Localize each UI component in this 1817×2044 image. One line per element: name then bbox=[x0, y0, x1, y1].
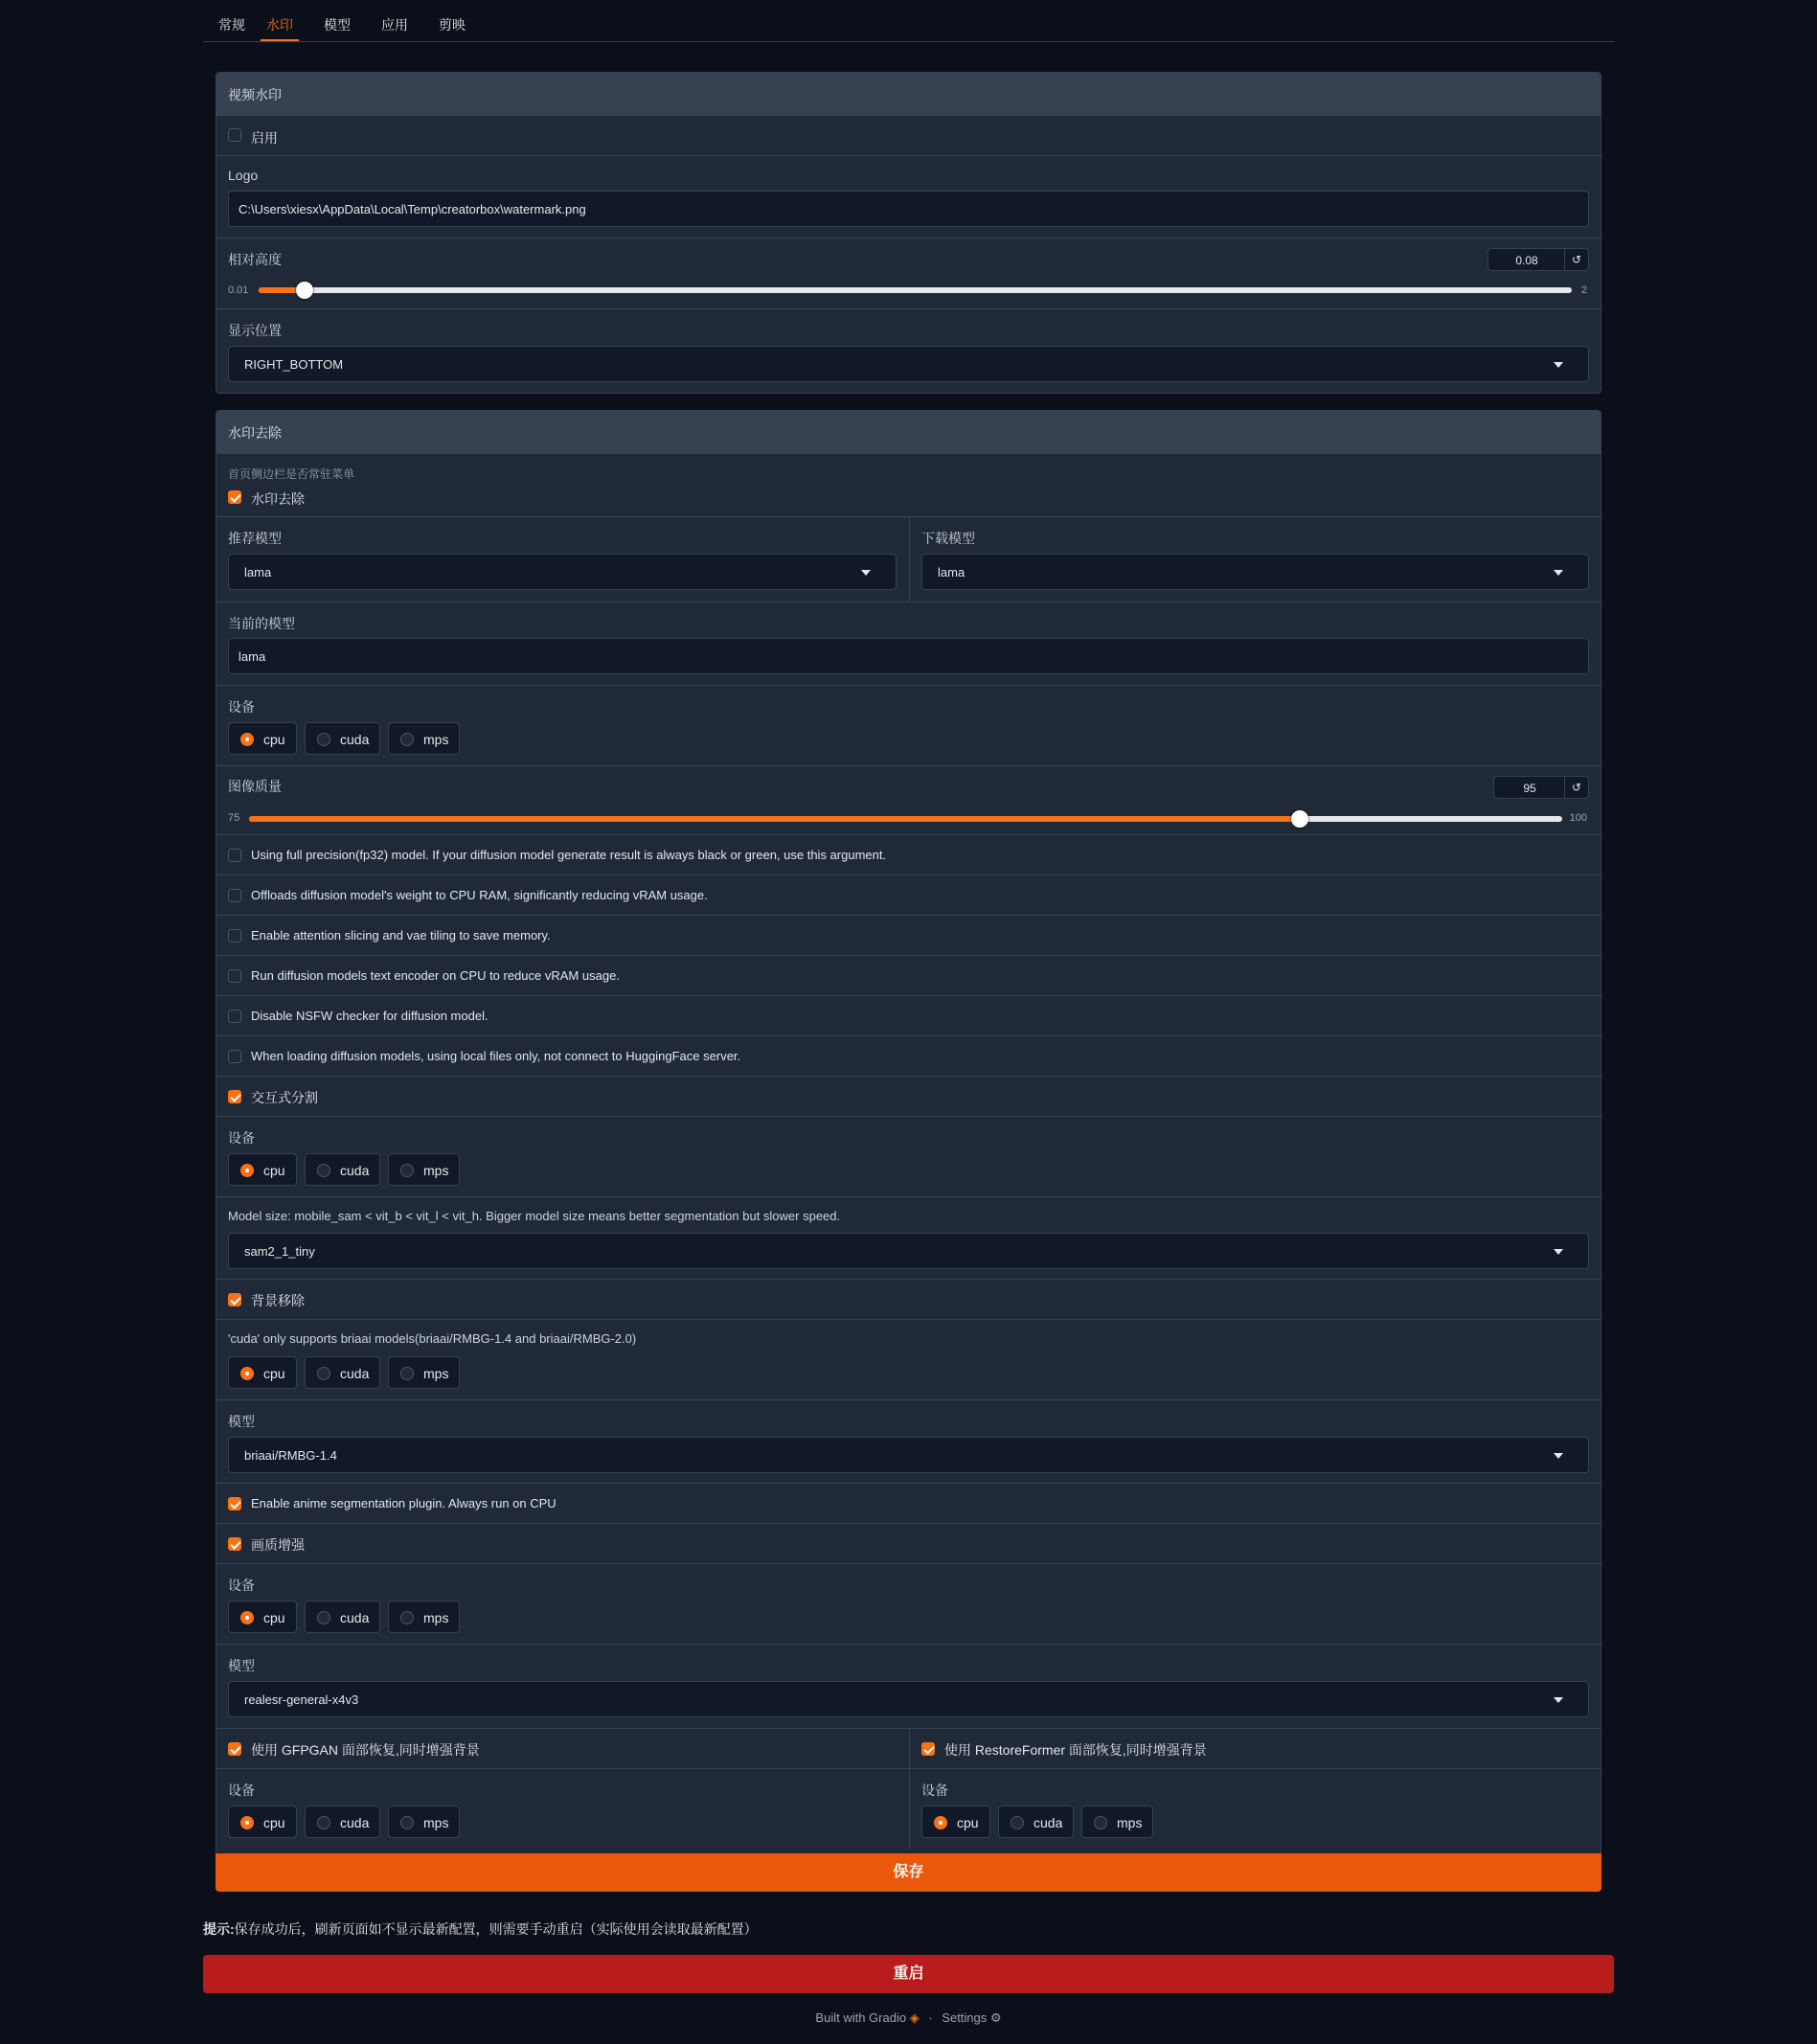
logo-path-input[interactable] bbox=[228, 191, 1589, 227]
radio-mps[interactable] bbox=[388, 1601, 460, 1633]
seg-device-label: 设备 bbox=[228, 1130, 255, 1146]
model-size-dropdown[interactable] bbox=[228, 1233, 1589, 1269]
position-label: 显示位置 bbox=[228, 323, 282, 338]
anime-checkbox[interactable] bbox=[228, 1497, 241, 1510]
download-value: lama bbox=[938, 565, 965, 579]
seg-device-row bbox=[216, 1116, 1601, 1196]
tip-text bbox=[203, 1919, 758, 1939]
option-row bbox=[216, 834, 1601, 874]
column-divider bbox=[909, 517, 910, 602]
radio-dot bbox=[400, 1816, 414, 1829]
tab-model[interactable]: 模型 bbox=[324, 17, 351, 33]
attention-slicing-checkbox[interactable] bbox=[228, 929, 241, 943]
height-max: 2 bbox=[1580, 284, 1587, 296]
reset-icon[interactable]: ↺ bbox=[1564, 249, 1588, 270]
sidebar-hint: 首页侧边栏是否常驻菜单 bbox=[228, 467, 355, 481]
height-row bbox=[216, 238, 1601, 308]
local-files-checkbox[interactable] bbox=[228, 1050, 241, 1063]
radio-cpu[interactable] bbox=[228, 722, 297, 755]
tab-apply[interactable]: 应用 bbox=[381, 17, 408, 33]
radio-label: cpu bbox=[263, 732, 285, 747]
video-watermark-panel bbox=[216, 72, 1601, 394]
option-label: Using full precision(fp32) model. If your diffusion model generate result is always black or green, use this argument. bbox=[251, 848, 887, 862]
restoreformer-device-label: 设备 bbox=[921, 1783, 948, 1798]
enable-label: 启用 bbox=[251, 130, 278, 146]
radio-dot bbox=[317, 1367, 330, 1380]
enhance-model-dropdown[interactable] bbox=[228, 1681, 1589, 1717]
recommended-label: 推荐模型 bbox=[228, 531, 282, 546]
download-dropdown[interactable] bbox=[921, 554, 1589, 590]
sidebar-row bbox=[216, 453, 1601, 516]
radio-label: cuda bbox=[340, 1366, 370, 1381]
radio-label: cuda bbox=[340, 732, 370, 747]
position-value: RIGHT_BOTTOM bbox=[244, 357, 344, 372]
radio-label: cuda bbox=[340, 1610, 370, 1625]
built-with-gradio-link[interactable]: Built with Gradio bbox=[815, 2010, 907, 2025]
option-label: Disable NSFW checker for diffusion model. bbox=[251, 1009, 488, 1023]
footer-separator: · bbox=[928, 2010, 933, 2025]
device-row bbox=[216, 685, 1601, 765]
enhance-label: 画质增强 bbox=[251, 1537, 305, 1553]
radio-label: mps bbox=[423, 1163, 449, 1178]
radio-dot bbox=[240, 1816, 254, 1829]
radio-mps[interactable] bbox=[1081, 1806, 1153, 1838]
quality-value: 95 bbox=[1523, 782, 1536, 795]
option-row bbox=[216, 955, 1601, 995]
model-size-label: Model size: mobile_sam < vit_b < vit_l < vit_h. Bigger model size means better segmentation but slower speed. bbox=[228, 1209, 841, 1223]
position-row bbox=[216, 308, 1601, 395]
radio-label: cuda bbox=[340, 1163, 370, 1178]
text-encoder-cpu-checkbox[interactable] bbox=[228, 969, 241, 983]
radio-dot bbox=[934, 1816, 947, 1829]
current-model-value: lama bbox=[238, 649, 266, 664]
video-watermark-header bbox=[216, 73, 1601, 115]
recommended-dropdown[interactable] bbox=[228, 554, 897, 590]
quality-number-input[interactable] bbox=[1493, 776, 1589, 799]
radio-dot bbox=[400, 1367, 414, 1380]
option-label: Run diffusion models text encoder on CPU to reduce vRAM usage. bbox=[251, 968, 620, 983]
height-label: 相对高度 bbox=[228, 252, 282, 267]
radio-cuda[interactable] bbox=[305, 1153, 380, 1186]
option-row bbox=[216, 995, 1601, 1035]
position-dropdown[interactable] bbox=[228, 346, 1589, 382]
height-min: 0.01 bbox=[228, 284, 249, 296]
current-model-row bbox=[216, 602, 1601, 685]
radio-dot bbox=[317, 1816, 330, 1829]
radio-label: cpu bbox=[957, 1815, 979, 1830]
tip-body: 保存成功后，刷新页面如不显示最新配置，则需要手动重启（实际使用会读取最新配置） bbox=[234, 1921, 758, 1937]
face-device-row bbox=[216, 1768, 1601, 1849]
radio-cuda[interactable] bbox=[998, 1806, 1074, 1838]
fp32-checkbox[interactable] bbox=[228, 849, 241, 862]
model-size-value: sam2_1_tiny bbox=[244, 1244, 315, 1259]
enhance-checkbox[interactable] bbox=[228, 1537, 241, 1551]
radio-dot bbox=[317, 1164, 330, 1177]
current-model-label: 当前的模型 bbox=[228, 616, 295, 631]
chevron-down-icon bbox=[1554, 570, 1563, 576]
restart-button[interactable]: 重启 bbox=[203, 1955, 1614, 1993]
radio-label: cpu bbox=[263, 1815, 285, 1830]
radio-dot bbox=[317, 733, 330, 746]
radio-cpu[interactable] bbox=[228, 1356, 297, 1389]
recommended-value: lama bbox=[244, 565, 272, 579]
radio-cpu[interactable] bbox=[228, 1806, 297, 1838]
enhance-model-value: realesr-general-x4v3 bbox=[244, 1692, 359, 1707]
radio-cuda[interactable] bbox=[305, 1356, 380, 1389]
radio-label: mps bbox=[423, 1610, 449, 1625]
quality-row bbox=[216, 765, 1601, 834]
restoreformer-checkbox[interactable] bbox=[921, 1742, 935, 1756]
radio-label: cpu bbox=[263, 1163, 285, 1178]
sidebar-checkbox[interactable] bbox=[228, 490, 241, 504]
chevron-down-icon bbox=[1554, 1249, 1563, 1255]
chevron-down-icon bbox=[1554, 1453, 1563, 1459]
height-number-input[interactable] bbox=[1488, 248, 1589, 271]
quality-max: 100 bbox=[1569, 812, 1587, 824]
radio-dot bbox=[240, 1611, 254, 1624]
logo-path-value: C:\Users\xiesx\AppData\Local\Temp\creatorbox\watermark.png bbox=[238, 202, 586, 216]
nsfw-checkbox[interactable] bbox=[228, 1010, 241, 1023]
option-row bbox=[216, 1035, 1601, 1076]
enable-row bbox=[216, 115, 1601, 155]
radio-dot bbox=[240, 1164, 254, 1177]
enhance-model-label: 模型 bbox=[228, 1658, 255, 1673]
model-select-row bbox=[216, 516, 1601, 602]
column-divider bbox=[909, 1769, 910, 1850]
watermark-removal-title: 水印去除 bbox=[228, 425, 282, 441]
interactive-seg-row bbox=[216, 1076, 1601, 1116]
option-label: When loading diffusion models, using local files only, not connect to HuggingFace server. bbox=[251, 1049, 741, 1063]
save-button[interactable]: 保存 bbox=[216, 1853, 1601, 1892]
face-restore-row bbox=[216, 1728, 1601, 1768]
radio-cuda[interactable] bbox=[305, 1806, 380, 1838]
enhance-device-label: 设备 bbox=[228, 1578, 255, 1593]
radio-label: cuda bbox=[1033, 1815, 1063, 1830]
video-watermark-title: 视频水印 bbox=[228, 87, 282, 102]
option-label: Offloads diffusion model's weight to CPU RAM, significantly reducing vRAM usage. bbox=[251, 888, 708, 902]
tab-bar bbox=[203, 0, 1614, 42]
radio-cpu[interactable] bbox=[228, 1153, 297, 1186]
radio-mps[interactable] bbox=[388, 1806, 460, 1838]
radio-label: cpu bbox=[263, 1610, 285, 1625]
enhance-device-row bbox=[216, 1563, 1601, 1644]
radio-cpu[interactable] bbox=[921, 1806, 990, 1838]
chevron-down-icon bbox=[1554, 1697, 1563, 1703]
radio-label: cuda bbox=[340, 1815, 370, 1830]
column-divider bbox=[909, 1729, 910, 1769]
anime-label: Enable anime segmentation plugin. Always run on CPU bbox=[251, 1496, 556, 1510]
radio-cuda[interactable] bbox=[305, 1601, 380, 1633]
interactive-seg-label: 交互式分割 bbox=[251, 1090, 318, 1105]
tab-jianying[interactable]: 剪映 bbox=[439, 17, 466, 33]
radio-label: mps bbox=[423, 1815, 449, 1830]
option-label: Enable attention slicing and vae tiling to save memory. bbox=[251, 928, 551, 943]
radio-dot bbox=[400, 1164, 414, 1177]
chevron-down-icon bbox=[1554, 362, 1563, 368]
radio-cuda[interactable] bbox=[305, 722, 380, 755]
reset-icon[interactable]: ↺ bbox=[1564, 777, 1588, 798]
bg-model-label: 模型 bbox=[228, 1414, 255, 1429]
tab-general[interactable]: 常规 bbox=[218, 17, 245, 33]
watermark-removal-panel bbox=[216, 410, 1601, 1892]
model-size-row bbox=[216, 1196, 1601, 1279]
bg-remove-row bbox=[216, 1279, 1601, 1319]
quality-label: 图像质量 bbox=[228, 779, 282, 794]
radio-dot bbox=[317, 1611, 330, 1624]
radio-mps[interactable] bbox=[388, 1356, 460, 1389]
bg-model-value: briaai/RMBG-1.4 bbox=[244, 1448, 337, 1463]
bg-remove-label: 背景移除 bbox=[251, 1293, 305, 1308]
device-label: 设备 bbox=[228, 699, 255, 715]
quality-min: 75 bbox=[228, 812, 240, 824]
quality-slider-fill bbox=[249, 816, 1300, 822]
current-model-input[interactable] bbox=[228, 638, 1589, 674]
enable-checkbox[interactable] bbox=[228, 128, 241, 142]
radio-label: mps bbox=[423, 732, 449, 747]
bg-model-dropdown[interactable] bbox=[228, 1437, 1589, 1473]
radio-mps[interactable] bbox=[388, 722, 460, 755]
tip-prefix: 提示: bbox=[203, 1921, 235, 1937]
tab-watermark[interactable]: 水印 bbox=[261, 15, 299, 41]
footer bbox=[203, 2010, 1614, 2026]
chevron-down-icon bbox=[861, 570, 871, 576]
radio-label: mps bbox=[1117, 1815, 1143, 1830]
sidebar-check-label: 水印去除 bbox=[251, 491, 305, 507]
gradio-logo-icon: ◈ bbox=[909, 2010, 920, 2025]
option-row bbox=[216, 874, 1601, 915]
gfpgan-checkbox[interactable] bbox=[228, 1742, 241, 1756]
radio-label: cpu bbox=[263, 1366, 285, 1381]
cuda-note: 'cuda' only supports briaai models(briaai/RMBG-1.4 and briaai/RMBG-2.0) bbox=[228, 1331, 637, 1346]
offload-checkbox[interactable] bbox=[228, 889, 241, 902]
height-slider-thumb[interactable] bbox=[296, 282, 313, 299]
enhance-row bbox=[216, 1523, 1601, 1563]
bg-remove-checkbox[interactable] bbox=[228, 1293, 241, 1306]
height-value: 0.08 bbox=[1515, 254, 1538, 267]
enhance-model-row bbox=[216, 1644, 1601, 1728]
watermark-removal-header bbox=[216, 411, 1601, 453]
quality-slider[interactable] bbox=[249, 816, 1562, 822]
radio-dot bbox=[400, 733, 414, 746]
radio-dot bbox=[1011, 1816, 1024, 1829]
radio-dot bbox=[240, 733, 254, 746]
radio-dot bbox=[240, 1367, 254, 1380]
gfpgan-device-label: 设备 bbox=[228, 1783, 255, 1798]
gear-icon: ⚙ bbox=[989, 2010, 1002, 2025]
restoreformer-label: 使用 RestoreFormer 面部恢复,同时增强背景 bbox=[944, 1742, 1207, 1758]
logo-label: Logo bbox=[228, 168, 259, 183]
radio-mps[interactable] bbox=[388, 1153, 460, 1186]
radio-dot bbox=[400, 1611, 414, 1624]
radio-label: mps bbox=[423, 1366, 449, 1381]
bg-model-row bbox=[216, 1399, 1601, 1483]
bg-device-row bbox=[216, 1319, 1601, 1399]
radio-dot bbox=[1094, 1816, 1107, 1829]
logo-row bbox=[216, 155, 1601, 238]
quality-slider-thumb[interactable] bbox=[1291, 810, 1308, 828]
radio-cpu[interactable] bbox=[228, 1601, 297, 1633]
gfpgan-label: 使用 GFPGAN 面部恢复,同时增强背景 bbox=[251, 1742, 480, 1758]
interactive-seg-checkbox[interactable] bbox=[228, 1090, 241, 1103]
download-label: 下载模型 bbox=[921, 531, 975, 546]
settings-link[interactable]: Settings bbox=[942, 2010, 988, 2025]
option-row bbox=[216, 915, 1601, 955]
anime-row bbox=[216, 1483, 1601, 1523]
height-slider[interactable] bbox=[259, 287, 1572, 293]
